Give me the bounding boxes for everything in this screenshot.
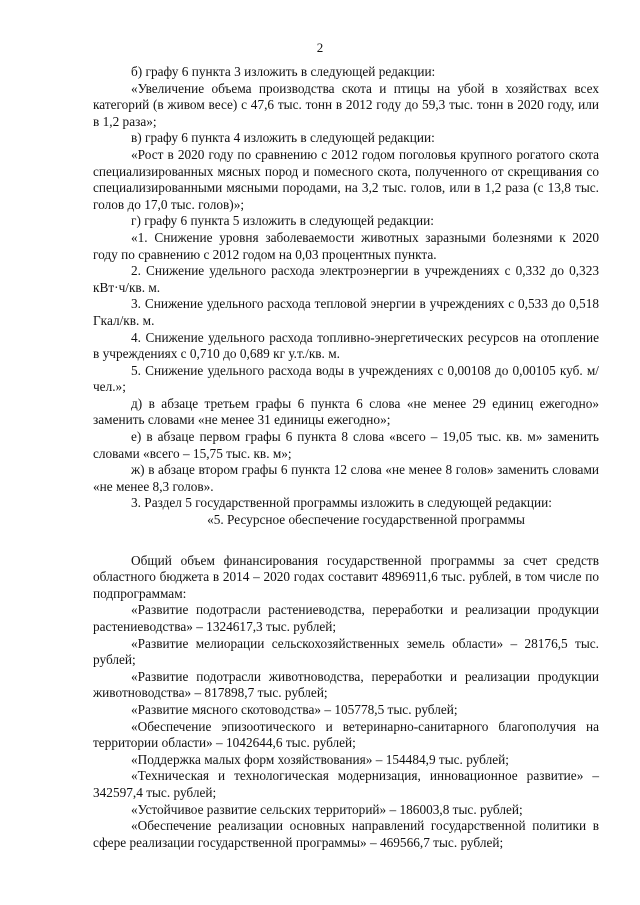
paragraph: 5. Снижение удельного расхода воды в учреждениях с 0,00108 до 0,00105 куб. м/чел.»; <box>93 362 599 395</box>
paragraph: «Развитие подотрасли растениеводства, переработки и реализации продукции растениеводства» – 1324617,3 тыс. рублей; <box>93 602 599 634</box>
paragraph: 4. Снижение удельного расхода топливно-энергетических ресурсов на отопление в учреждениях с 0,710 до 0,689 кг у.т./кв. м. <box>93 329 599 362</box>
paragraph: б) графу 6 пункта 3 изложить в следующей редакции: <box>131 64 436 79</box>
paragraph: д) в абзаце третьем графы 6 пункта 6 слова «не менее 29 единиц ежегодно» заменить словами «не менее 31 единицы ежегодно»; <box>93 395 599 428</box>
paragraph: «Развитие мелиорации сельскохозяйственных земель области» – 28176,5 тыс. рублей; <box>93 635 599 668</box>
section-title: «5. Ресурсное обеспечение государственной программы <box>207 512 525 528</box>
spacer <box>93 529 599 553</box>
paragraph: «Устойчивое развитие сельских территорий» – 186003,8 тыс. рублей; <box>131 801 523 817</box>
page-number: 2 <box>316 40 324 55</box>
paragraph: 3. Снижение удельного расхода тепловой энергии в учреждениях с 0,533 до 0,518 Гкал/кв. м. <box>93 296 599 328</box>
paragraph: «Поддержка малых форм хозяйствования» – 154484,9 тыс. рублей; <box>131 751 509 767</box>
paragraph: «Развитие мясного скотоводства» – 105778,5 тыс. рублей; <box>131 701 458 717</box>
paragraph: г) графу 6 пункта 5 изложить в следующей редакции: <box>131 213 434 229</box>
paragraph: 2. Снижение удельного расхода электроэнергии в учреждениях с 0,332 до 0,323 кВт·ч/кв. м. <box>93 263 599 295</box>
paragraph: е) в абзаце первом графы 6 пункта 8 слова «всего – 19,05 тыс. кв. м» заменить словами «всего – 15,75 тыс. кв. м»; <box>93 429 599 461</box>
paragraph: 3. Раздел 5 государственной программы изложить в следующей редакции: <box>131 495 552 511</box>
paragraph: Общий объем финансирования государственной программы за счет средств областного бюджета в 2014 – 2020 годах составит 4896911,6 тыс. рублей, в том числе по подпрограммам: <box>93 552 599 601</box>
paragraph: «Увеличение объема производства скота и птицы на убой в хозяйствах всех категорий (в живом весе) с 47,6 тыс. тонн в 2012 году до 59,3 тыс. тонн в 2020 году, или в 1,2 раза»; <box>93 80 599 129</box>
paragraph: «Обеспечение эпизоотического и ветеринарно-санитарного благополучия на территории области» – 1042644,6 тыс. рублей; <box>93 718 599 751</box>
paragraph: «Рост в 2020 году по сравнению с 2012 годом поголовья крупного рогатого скота специализированных мясных пород и помесного скота, полученного от скрещивания со специализированными мясными породами, на 3,2 тыс. голов, или в 1,2 раза (с 13,8 тыс. голов до 17,0 тыс. голов)»; <box>93 146 599 212</box>
paragraph: «Техническая и технологическая модернизация, инновационное развитие» – 342597,4 тыс. рублей; <box>93 768 599 800</box>
paragraph: «Обеспечение реализации основных направлений государственной политики в сфере реализации государственной программы» – 469566,7 тыс. рублей; <box>93 818 599 850</box>
paragraph: ж) в абзаце втором графы 6 пункта 12 слова «не менее 8 голов» заменить словами «не менее 8,3 голов». <box>93 462 599 494</box>
document-body <box>93 64 599 851</box>
paragraph: в) графу 6 пункта 4 изложить в следующей редакции: <box>131 130 435 146</box>
paragraph: «Развитие подотрасли животноводства, переработки и реализации продукции животноводства» – 817898,7 тыс. рублей; <box>93 668 599 701</box>
paragraph: «1. Снижение уровня заболеваемости животных заразными болезнями к 2020 году по сравнению с 2012 годом на 0,03 процентных пункта. <box>93 229 599 262</box>
